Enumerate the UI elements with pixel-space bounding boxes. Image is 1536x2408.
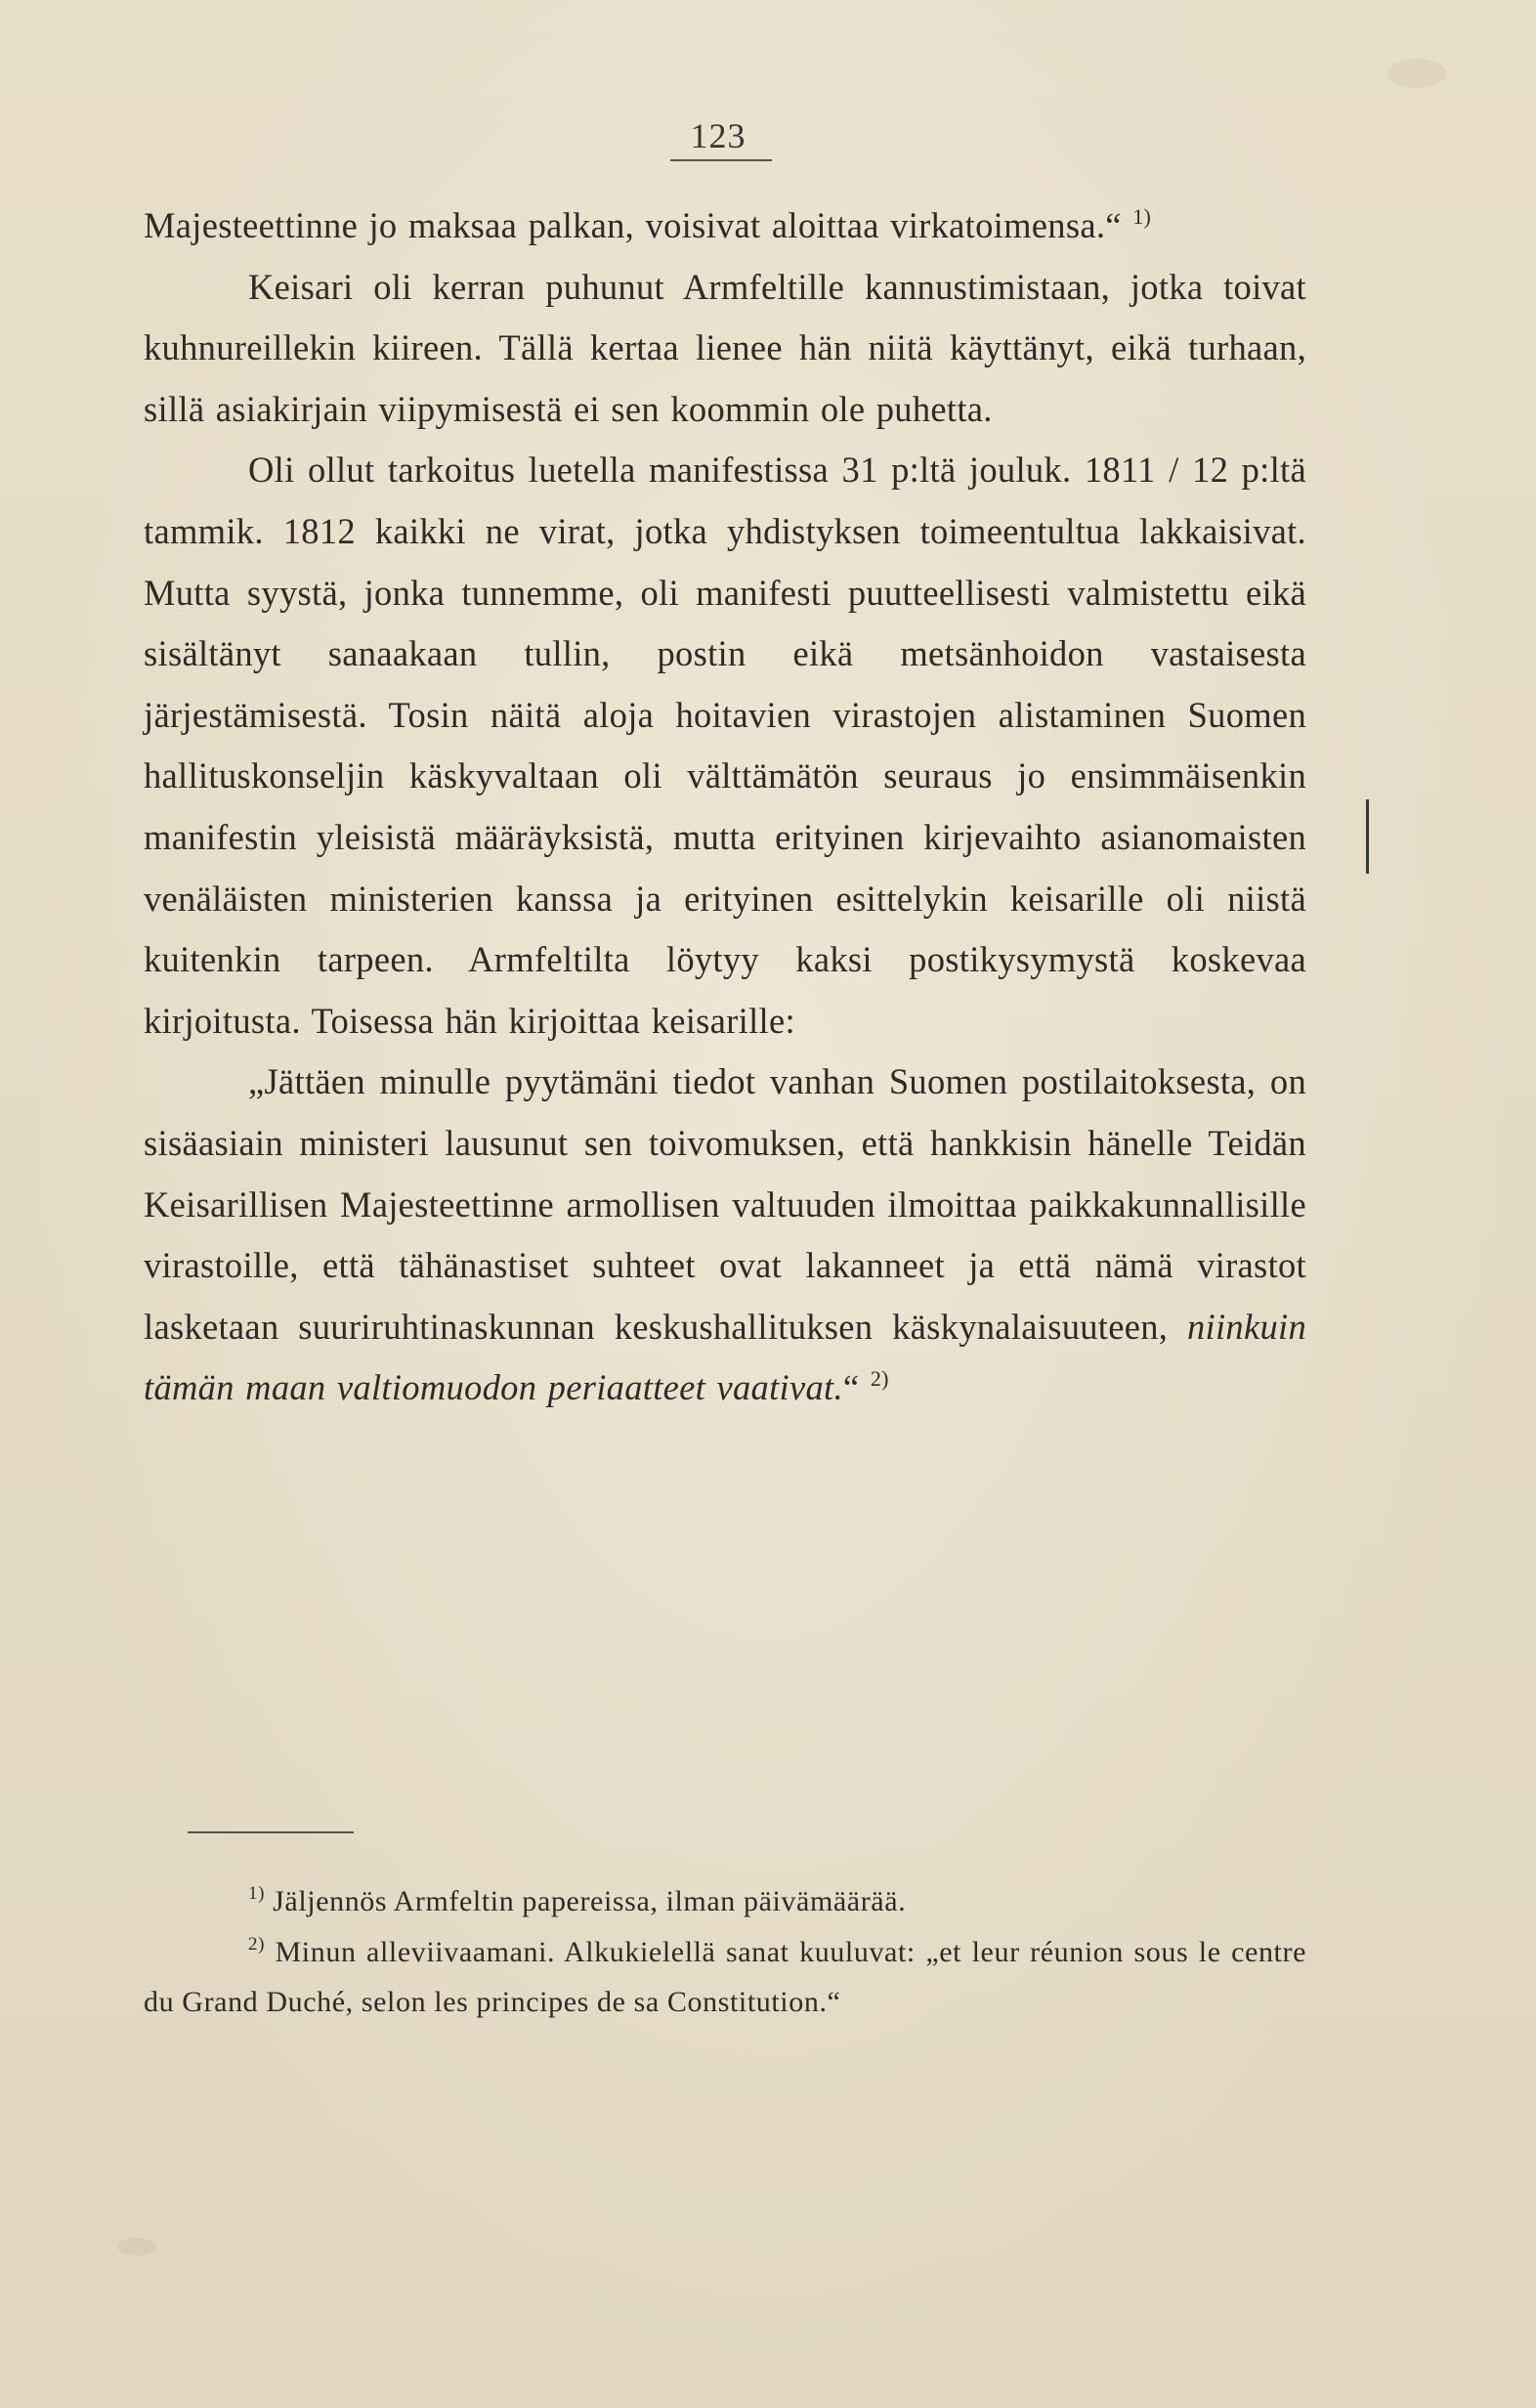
page-number-underline (670, 159, 772, 161)
footnote-ref-2: 2) (870, 1366, 889, 1392)
footnote-2 (144, 1927, 1306, 2028)
footnote-separator (188, 1831, 354, 1833)
footnote-2-text: Minun alleviivaamani. Alkukielellä sanat kuuluvat: „et leur réunion sous le centre du Grand Duché, selon les principes de sa Constitution.“ (144, 1935, 1306, 2018)
footnote-ref-1: 1) (1132, 204, 1152, 229)
footnote-1-marker: 1) (248, 1883, 266, 1904)
footnotes (144, 1876, 1306, 2028)
paragraph-2: Keisari oli kerran puhunut Armfeltille kannustimistaan, jotka toivat kuhnureillekin kiireen. Tällä kertaa lienee hän niitä käyttänyt, eikä turhaan, sillä asiakirjain viipymisestä ei sen koommin ole puhetta. (144, 266, 1306, 429)
paper-stain (1387, 59, 1446, 88)
paragraph-4-quote (144, 1052, 1306, 1419)
paragraph-3: Oli ollut tarkoitus luetella manifestissa 31 p:ltä jouluk. 1811 / 12 p:ltä tammik. 1812 kaikki ne virat, jotka yhdistyksen toimeentultua lakkaisivat. Mutta syystä, jonka tunnemme, oli manifesti puutteellisesti valmistettu eikä sisältänyt sanaakaan tullin, postin eikä metsänhoidon vastaisesta järjestämisestä. Tosin näitä aloja hoitavien virastojen alistaminen Suomen hallituskonseljin käskyvaltaan oli välttämätön seuraus jo ensimmäisenkin manifestin yleisistä määräyksistä, mutta erityinen kirjevaihto asianomaisten venäläisten ministerien kanssa ja erityinen esittelykin keisarille oli niistä kuitenkin tarpeen. Armfeltilta löytyy kaksi postikysymystä koskevaa kirjoitusta. Toisessa hän kirjoittaa keisarille: (144, 450, 1306, 1041)
footnote-1 (144, 1876, 1306, 1927)
paper-stain (117, 2238, 156, 2256)
page-number: 123 (690, 116, 747, 155)
margin-pencil-mark (1366, 799, 1369, 874)
paragraph-1-text: Majesteettinne jo maksaa palkan, voisivat aloittaa virkatoimensa.“ (144, 205, 1133, 245)
quote-text: „Jättäen minulle pyytämäni tiedot vanhan Suomen postilaitoksesta, on sisäasiain ministeri lausunut sen toivomuksen, että hankkisin hänelle Teidän Keisarillisen Majesteettinne armollisen valtuuden ilmoittaa paikkakunnallisille virastoille, että tähänastiset suhteet ovat lakanneet ja että nämä virastot lasketaan suuriruhtinaskunnan keskushallituksen käskynalaisuuteen, (144, 1061, 1306, 1347)
paragraph-1 (144, 195, 1306, 257)
quote-italic-text: niinkuin tämän maan valtiomuodon periaatteet vaativat. (144, 1306, 1306, 1408)
footnote-1-text: Jäljennös Armfeltin papereissa, ilman päivämäärää. (265, 1885, 907, 1917)
footnote-2-marker: 2) (248, 1933, 266, 1955)
main-text (144, 195, 1306, 1419)
quote-close: “ (842, 1367, 871, 1408)
